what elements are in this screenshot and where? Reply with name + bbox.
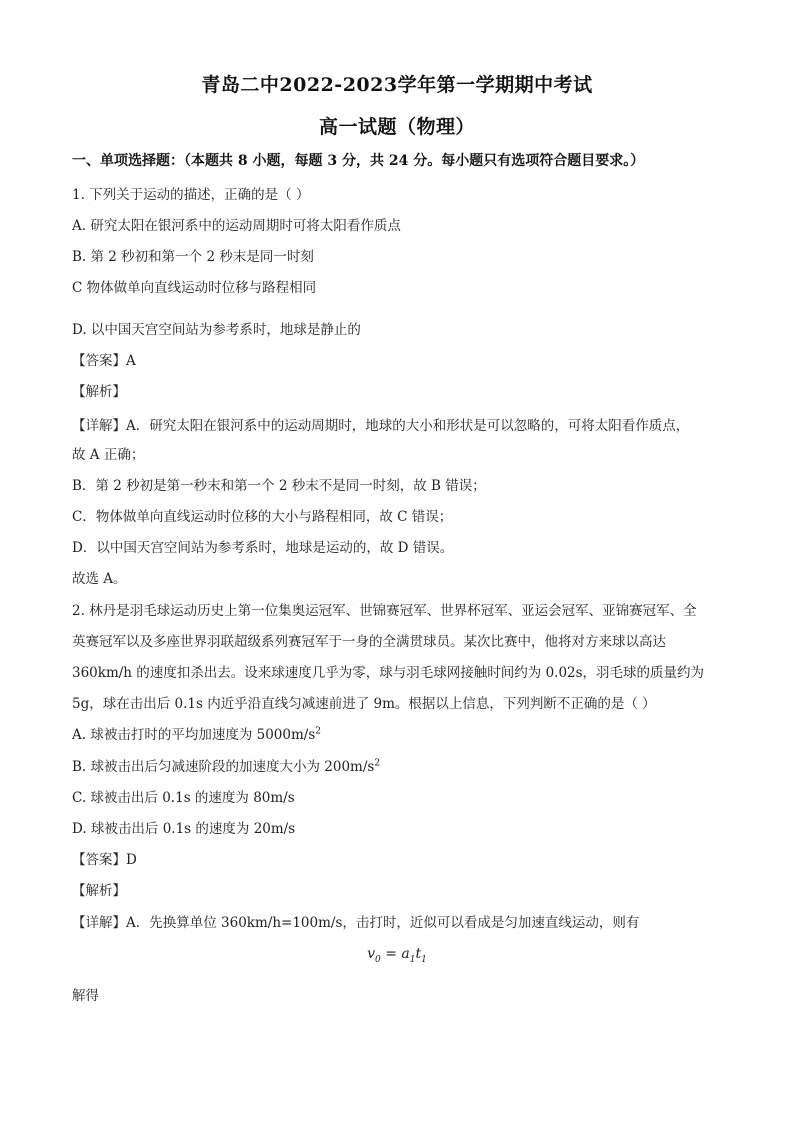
question-1-option-a: A. 研究太阳在银河系中的运动周期时可将太阳看作质点 [72,218,401,234]
question-2-option-d [72,817,295,837]
question-2-option-b [72,755,380,775]
question-2-answer: 【答案】D [72,852,137,868]
question-1-answer: 【答案】A [72,353,136,369]
option-text: D. 球被击出后 0.1s 的速度为 20m/s [72,821,296,837]
option-text: B. 球被击出后匀减速阶段的加速度大小为 200m/s [72,759,375,775]
question-2-detail-line: 【详解】A．先换算单位 360km/h=100m/s，击打时，近似可以看成是匀加速直线运动，则有 [72,915,640,931]
formula-rhs: a [401,946,410,962]
question-1-option-d: D. 以中国天宫空间站为参考系时，地球是静止的 [72,322,361,338]
formula-lhs: v [367,946,376,962]
formula-rhs-time: t [415,946,422,962]
exam-subtitle: 高一试题（物理） [318,116,475,138]
question-1-option-c: C 物体做单向直线运动时位移与路程相同 [72,280,317,296]
solve-label: 解得 [72,988,99,1004]
question-1-option-b: B. 第 2 秒初和第一个 2 秒末是同一时刻 [72,249,314,265]
question-1-detail-line: B．第 2 秒初是第一秒末和第一个 2 秒末不是同一时刻，故 B 错误； [72,478,486,494]
formula [0,946,794,965]
question-2-analysis-label: 【解析】 [72,883,126,899]
question-1-detail-line: D．以中国天宫空间站为参考系时，地球是运动的，故 D 错误。 [72,540,454,556]
question-2-stem-line: 2. 林丹是羽毛球运动历史上第一位集奥运冠军、世锦赛冠军、世界杯冠军、亚运会冠军、亚锦赛冠军、全 [72,603,697,619]
question-1-analysis-label: 【解析】 [72,384,126,400]
question-1-conclusion: 故选 A。 [72,571,127,587]
exam-title: 青岛二中2022-2023学年第一学期期中考试 [201,74,593,96]
option-text: C. 球被击出后 0.1s 的速度为 80m/s [72,790,295,806]
question-1-stem: 1. 下列关于运动的描述，正确的是（ ） [72,187,310,203]
question-2-option-c [72,786,295,806]
superscript: 2 [315,726,321,737]
question-2-stem-line: 5g，球在击出后 0.1s 内近乎沿直线匀减速前进了 9m。根据以上信息，下列判断不正确的是（ ） [72,696,656,712]
section-heading: 一、单项选择题：（本题共 8 小题，每题 3 分，共 24 分。每小题只有选项符合题目要求。） [72,153,645,169]
question-1-detail-line: C．物体做单向直线运动时位移的大小与路程相同，故 C 错误； [72,509,453,525]
option-text: A. 球被击打时的平均加速度为 5000m/s [72,727,316,743]
formula-rhs-subscript: 1 [409,954,416,965]
question-2-option-a [72,723,321,743]
formula-lhs-subscript: 0 [375,954,381,965]
question-1-detail-line: 故 A 正确； [72,447,145,463]
question-2-stem-line: 360km/h 的速度扣杀出去。设来球速度几乎为零，球与羽毛球网接触时间约为 0.02s，羽毛球的质量约为 [72,665,705,681]
superscript: 2 [374,758,381,769]
question-2-stem-line: 英赛冠军以及多座世界羽联超级系列赛冠军于一身的全满贯球员。某次比赛中，他将对方来球以高达 [72,634,666,650]
question-1-detail-line: 【详解】A．研究太阳在银河系中的运动周期时，地球的大小和形状是可以忽略的，可将太阳看作质点， [72,418,690,434]
formula-rhs-time-subscript: 1 [421,954,427,965]
formula-equals: = [380,946,402,962]
